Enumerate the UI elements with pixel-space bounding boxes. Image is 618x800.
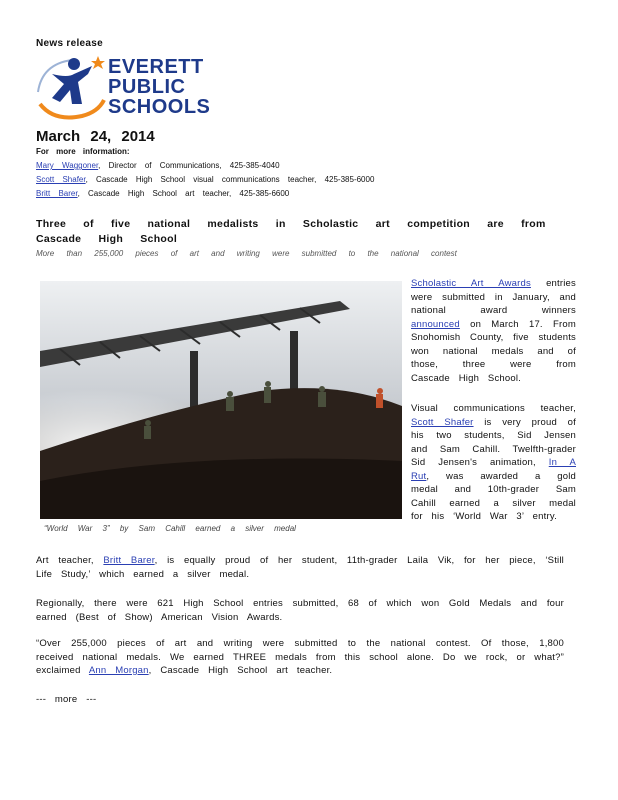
contact-detail: , Cascade High School visual communications teacher, 425-385-6000 <box>85 175 375 184</box>
contact-link-shafer[interactable]: Scott Shafer <box>36 175 86 184</box>
logo-figure-icon <box>34 52 106 126</box>
paragraph-4: Regionally, there were 621 High School entries submitted, 68 of which won Gold Medals and four earned (Best of Show) American Vision Awards. <box>36 598 564 623</box>
text-run: , Cascade High School art teacher. <box>148 665 333 676</box>
subheadline: More than 255,000 pieces of art and writing were submitted to the national contest <box>36 249 457 258</box>
headline: Three of five national medalists in Scholastic art competition are from Cascade High School <box>36 218 546 245</box>
contacts-title: For more information: <box>36 147 130 156</box>
text-run: “Over 255,000 pieces of art and writing were submitted to the national contest. Of those, 1,800 received national medals. We earned THREE medals from this school alone. Do we rock, or what?” exclaimed <box>36 638 564 676</box>
logo-line-1: EVERETT <box>108 56 204 78</box>
in-a-rut-link[interactable]: In A Rut <box>411 457 576 482</box>
contact-row <box>36 175 374 184</box>
contact-detail: , Director of Communications, 425-385-4040 <box>98 161 280 170</box>
contact-row <box>36 189 289 198</box>
more-indicator: --- more --- <box>36 694 97 705</box>
shafer-link[interactable]: Scott Shafer <box>411 416 474 428</box>
text-run: Visual communications teacher, <box>411 403 576 414</box>
text-run: is very proud of his two students, Sid Jensen and Sam Cahill. Twelfth-grader Sid Jensen's animation, <box>411 416 576 468</box>
contact-link-waggoner[interactable]: Mary Waggoner <box>36 161 99 170</box>
text-run: , is equally proud of her student, 11th-grader Laila Vik, for her piece, ‘Still Life Study,’ which earned a silver medal. <box>36 555 564 580</box>
photo-scene <box>40 281 402 519</box>
sidebar-paragraph-2 <box>411 402 576 524</box>
logo-line-3: SCHOOLS <box>108 96 211 118</box>
district-logo <box>34 52 224 126</box>
morgan-link[interactable]: Ann Morgan <box>88 665 149 676</box>
announced-link[interactable]: announced <box>411 318 460 330</box>
barer-link[interactable]: Britt Barer <box>103 555 155 566</box>
photo-caption: “World War 3” by Sam Cahill earned a silver medal <box>44 524 296 533</box>
paragraph-3 <box>36 554 564 581</box>
text-run: , was awarded a gold medal and 10th-grader Sam Cahill earned a silver medal for his ‘World War 3’ entry. <box>411 470 576 522</box>
article-photo <box>40 281 402 519</box>
text-run: entries were submitted in January, and national award winners <box>411 278 576 316</box>
release-date: March 24, 2014 <box>36 128 155 145</box>
logo-line-2: PUBLIC <box>108 76 186 98</box>
text-run: Art teacher, <box>36 555 104 566</box>
news-release-label: News release <box>36 38 103 49</box>
paragraph-5 <box>36 637 564 678</box>
contact-detail: , Cascade High School art teacher, 425-385-6600 <box>77 189 290 198</box>
contact-row <box>36 161 280 170</box>
scholastic-link[interactable]: Scholastic Art Awards <box>411 278 531 289</box>
text-run: on March 17. From Snohomish County, five students won national medals and of those, three were from Cascade High School. <box>411 318 576 384</box>
contact-link-barer[interactable]: Britt Barer <box>36 189 78 198</box>
sidebar-paragraph-1 <box>411 277 576 385</box>
